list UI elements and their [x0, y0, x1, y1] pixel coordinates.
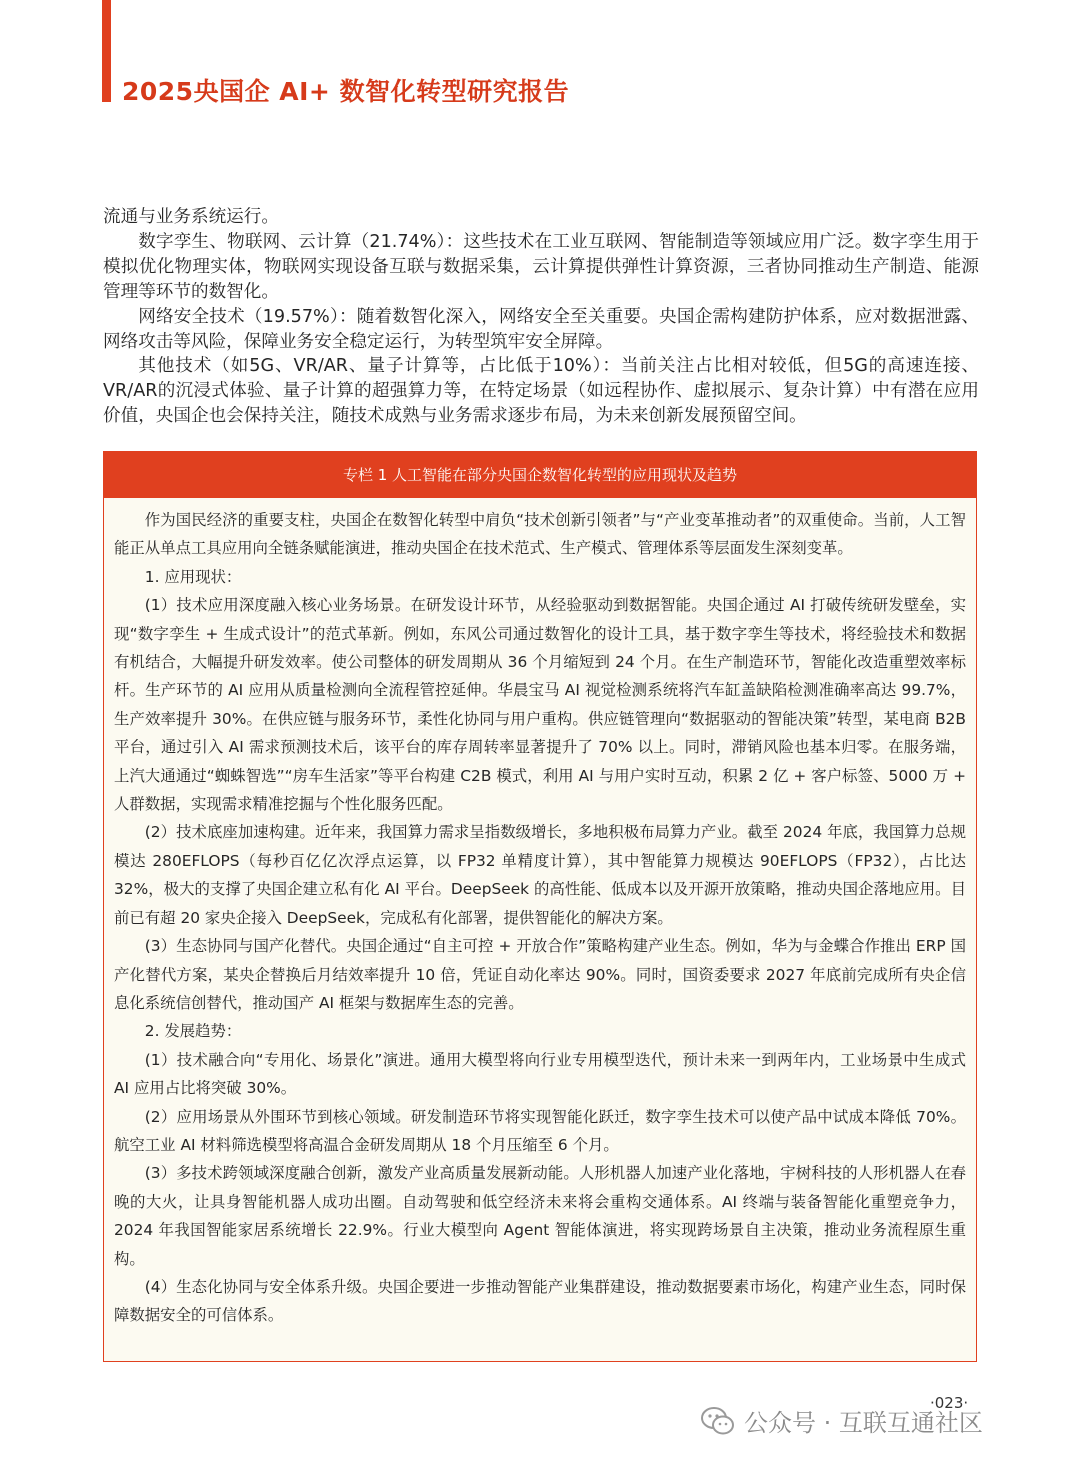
- column-paragraph: (3）生态协同与国产化替代。央国企通过“自主可控 + 开放合作”策略构建产业生态。例如，华为与金蝶合作推出 ERP 国产化替代方案，某央企替换后月结效率提升 10 倍，凭证自动化率达 90%。同时，国资委要求 2027 年底前完成所有央企信息化系统信创替代，推动国产 AI 框架与数据库生态的完善。: [114, 937, 966, 1012]
- body-paragraph: 其他技术（如5G、VR/AR、量子计算等，占比低于10%）：当前关注占比相对较低，但5G的高速连接、VR/AR的沉浸式体验、量子计算的超强算力等，在特定场景（如远程协作、虚拟展示、复杂计算）中有潜在应用价值，央国企也会保持关注，随技术成熟与业务需求逐步布局，为未来创新发展预留空间。: [103, 356, 979, 427]
- column-section-heading: 2. 发展趋势：: [144, 1022, 242, 1041]
- page-title: 2025央国企 AI+ 数智化转型研究报告: [122, 77, 570, 106]
- wechat-icon: [700, 1405, 736, 1437]
- watermark: [700, 1403, 983, 1438]
- watermark-text: 公众号 · 互联互通社区: [744, 1409, 983, 1437]
- column-paragraph: (1）技术应用深度融入核心业务场景。在研发设计环节，从经验驱动到数据智能。央国企通过 AI 打破传统研发壁垒，实现“数字孪生 + 生成式设计”的范式革新。例如，东风公司通过数智化的设计工具，基于数字孪生等技术，将经验技术和数据有机结合，大幅提升研发效率。使公司整体的研发周期从 36 个月缩短到 24 个月。在生产制造环节，智能化改造重塑效率标杆。生产环节的 AI 应用从质量检测向全流程管控延伸。华晨宝马 AI 视觉检测系统将汽车缸盖缺陷检测准确率高达 99.7%，生产效率提升 30%。在供应链与服务环节，柔性化协同与用户重构。供应链管理向“数据驱动的智能决策”转型，某电商 B2B 平台，通过引入 AI 需求预测技术后，该平台的库存周转率显著提升了 70% 以上。同时，滞销风险也基本归零。在服务端，上汽大通通过“蜘蛛智选”“房车生活家”等平台构建 C2B 模式，利用 AI 与用户实时互动，积累 2 亿 + 客户标签、5000 万 + 人群数据，实现需求精准挖掘与个性化服务匹配。: [114, 596, 966, 814]
- title-accent-bar: [102, 0, 111, 102]
- column-paragraph: 作为国民经济的重要支柱，央国企在数智化转型中肩负“技术创新引领者”与“产业变革推动者”的双重使命。当前，人工智能正从单点工具应用向全链条赋能演进，推动央国企在技术范式、生产模式、管理体系等层面发生深刻变革。: [114, 511, 966, 558]
- column-paragraph: (3）多技术跨领域深度融合创新，激发产业高质量发展新动能。人形机器人加速产业化落地，宇树科技的人形机器人在春晚的大火，让具身智能机器人成功出圈。自动驾驶和低空经济未来将会重构交通体系。AI 终端与装备智能化重塑竞争力，2024 年我国智能家居系统增长 22.9%。行业大模型向 Agent 智能体演进，将实现跨场景自主决策，推动业务流程原生重构。: [114, 1164, 966, 1268]
- column-paragraph: (1）技术融合向“专用化、场景化”演进。通用大模型将向行业专用模型迭代，预计未来一到两年内，工业场景中生成式 AI 应用占比将突破 30%。: [114, 1050, 966, 1098]
- feature-column-box: [103, 451, 977, 1362]
- body-text: [103, 205, 979, 429]
- page-number: ·023·: [930, 1394, 969, 1412]
- feature-column-body: [104, 498, 976, 1330]
- column-paragraph: (2）应用场景从外围环节到核心领域。研发制造环节将实现智能化跃迁，数字孪生技术可以使产品中试成本降低 70%。航空工业 AI 材料筛选模型将高温合金研发周期从 18 个月压缩至 6 个月。: [114, 1107, 966, 1154]
- body-paragraph: 网络安全技术（19.57%）：随着数智化深入，网络安全至关重要。央国企需构建防护体系，应对数据泄露、网络攻击等风险，保障业务安全稳定运行，为转型筑牢安全屏障。: [103, 306, 979, 352]
- body-paragraph: 流通与业务系统运行。: [103, 207, 279, 227]
- feature-column-title: 专栏 1 人工智能在部分央国企数智化转型的应用现状及趋势: [104, 452, 976, 498]
- column-paragraph: (4）生态化协同与安全体系升级。央国企要进一步推动智能产业集群建设，推动数据要素市场化，构建产业生态，同时保障数据安全的可信体系。: [114, 1277, 966, 1325]
- body-paragraph: 数字孪生、物联网、云计算（21.74%）：这些技术在工业互联网、智能制造等领域应用广泛。数字孪生用于模拟优化物理实体，物联网实现设备互联与数据采集，云计算提供弹性计算资源，三者协同推动生产制造、能源管理等环节的数智化。: [103, 231, 979, 302]
- column-section-heading: 1. 应用现状：: [144, 567, 242, 586]
- column-paragraph: (2）技术底座加速构建。近年来，我国算力需求呈指数级增长，多地积极布局算力产业。截至 2024 年底，我国算力总规模达 280EFLOPS（每秒百亿亿次浮点运算，以 FP32 单精度计算），其中智能算力规模达 90EFLOPS（FP32），占比达 32%，极大的支撑了央国企建立私有化 AI 平台。DeepSeek 的高性能、低成本以及开源开放策略，推动央国企落地应用。目前已有超 20 家央企接入 DeepSeek，完成私有化部署，提供智能化的解决方案。: [114, 823, 966, 927]
